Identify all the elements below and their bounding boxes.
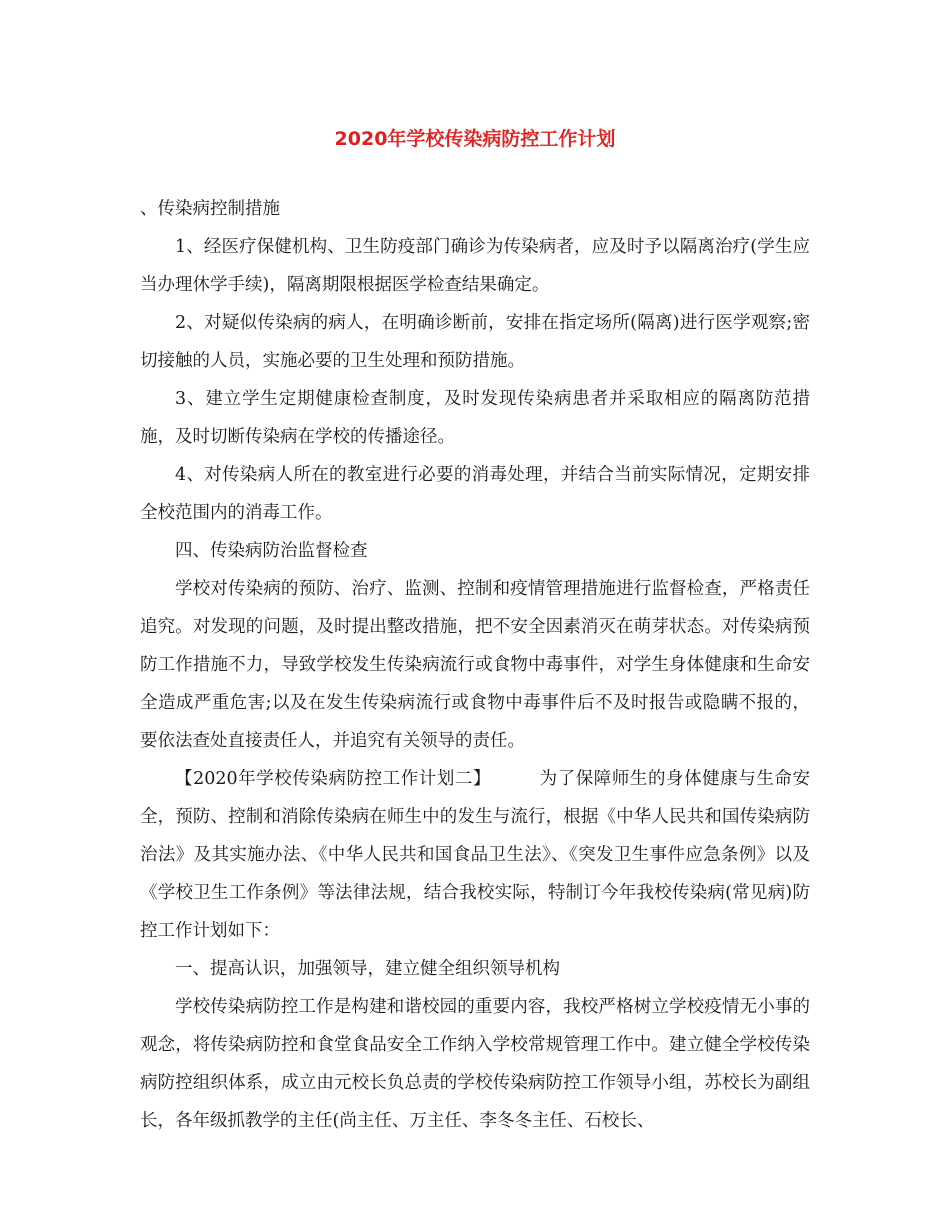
paragraph: 学校对传染病的预防、治疗、监测、控制和疫情管理措施进行监督检查，严格责任追究。对发现的问题，及时提出整改措施，把不安全因素消灭在萌芽状态。对传染病预防工作措施不力，导致学校发生传染病流行或食物中毒事件，对学生身体健康和生命安全造成严重危害;以及在发生传染病流行或食物中毒事件后不及时报告或隐瞒不报的，要依法查处直接责任人，并追究有关领导的责任。 (140, 579, 810, 751)
paragraph: 、传染病控制措施 (140, 199, 280, 219)
section-heading: 四、传染病防治监督检查 (175, 541, 368, 561)
section-heading: 一、提高认识，加强领导，建立健全组织领导机构 (175, 959, 560, 979)
paragraph: 1、经医疗保健机构、卫生防疫部门确诊为传染病者，应及时予以隔离治疗(学生应当办理休学手续)，隔离期限根据医学检查结果确定。 (140, 237, 810, 295)
paragraph-text: 为了保障师生的身体健康与生命安全，预防、控制和消除传染病在师生中的发生与流行，根据《中华人民共和国传染病防治法》及其实施办法、《中华人民共和国食品卫生法》、《突发卫生事件应急条例》以及《学校卫生工作条例》等法律法规，结合我校实际，特制订今年我校传染病(常见病)防控工作计划如下： (140, 769, 810, 941)
section-lead: 【2020年学校传染病防控工作计划二】 (175, 769, 492, 789)
paragraph-with-lead (140, 760, 810, 950)
document-title: 2020年学校传染病防控工作计划 (334, 128, 616, 150)
paragraph: 2、对疑似传染病的病人，在明确诊断前，安排在指定场所(隔离)进行医学观察;密切接触的人员，实施必要的卫生处理和预防措施。 (140, 313, 810, 371)
document-body (140, 190, 810, 1140)
paragraph: 4、对传染病人所在的教室进行必要的消毒处理，并结合当前实际情况，定期安排全校范围内的消毒工作。 (140, 465, 810, 523)
paragraph: 3、建立学生定期健康检查制度，及时发现传染病患者并采取相应的隔离防范措施，及时切断传染病在学校的传播途径。 (140, 389, 810, 447)
paragraph: 学校传染病防控工作是构建和谐校园的重要内容，我校严格树立学校疫情无小事的观念，将传染病防控和食堂食品安全工作纳入学校常规管理工作中。建立健全学校传染病防控组织体系，成立由元校长负总责的学校传染病防控工作领导小组，苏校长为副组长，各年级抓教学的主任(尚主任、万主任、李冬冬主任、石校长、 (140, 997, 810, 1131)
